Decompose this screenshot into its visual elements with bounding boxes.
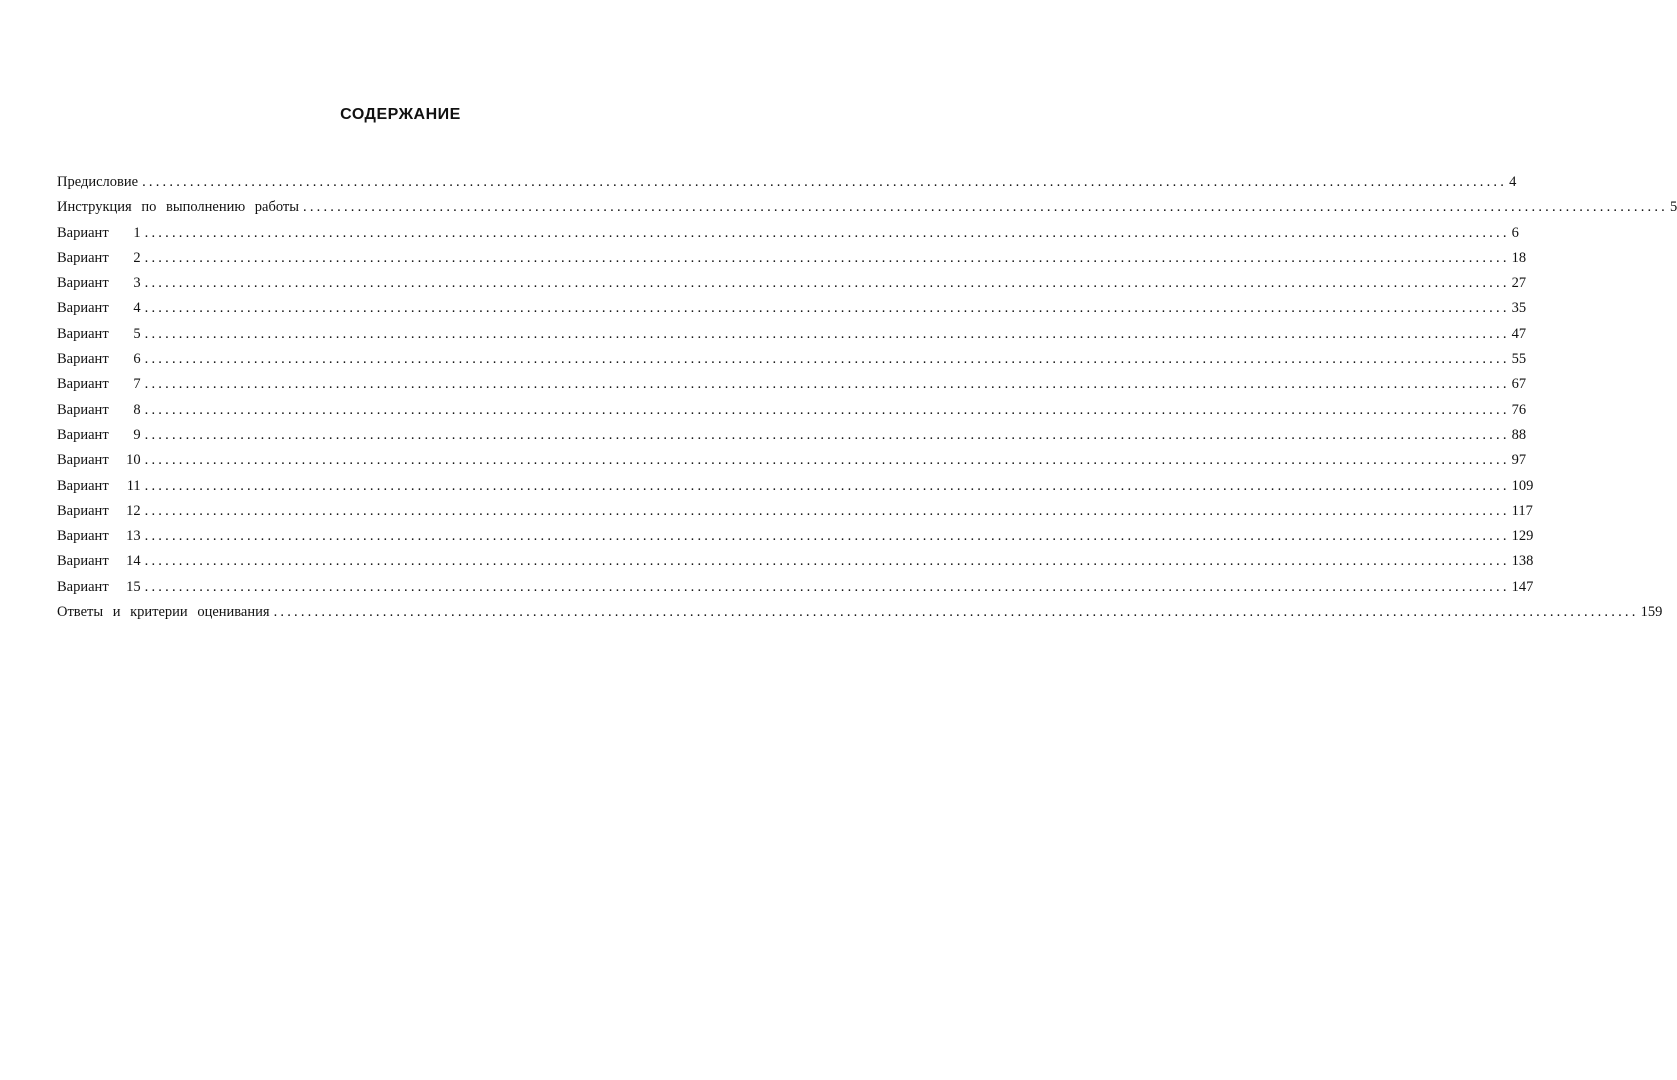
toc-dot-leader: ........................................................................................................................................................................................................: [144, 578, 1510, 595]
toc-entry: [57, 372, 1527, 397]
toc-entry: [57, 271, 1527, 296]
toc-entry-title: Вариант: [57, 275, 109, 292]
page-title: СОДЕРЖАНИЕ: [340, 106, 461, 123]
toc-entry-label: [57, 448, 141, 473]
toc-entry: [57, 221, 1519, 246]
toc-entry-title: Вариант: [57, 528, 109, 545]
toc-entry-page-number: 27: [1511, 275, 1527, 292]
toc-entry-label: [57, 246, 141, 271]
toc-entry-label: [57, 474, 141, 499]
toc-entry-label: [57, 372, 141, 397]
toc-entry-page-number: 55: [1511, 351, 1527, 368]
toc-entry: [57, 195, 1677, 220]
toc-entry-title: Вариант: [57, 502, 109, 519]
toc-entry-page-number: 35: [1511, 300, 1527, 317]
toc-dot-leader: ........................................................................................................................................................................................................: [144, 351, 1510, 368]
toc-entry-label: [57, 347, 141, 372]
toc-entry-title: Вариант: [57, 300, 109, 317]
toc-dot-leader: ........................................................................................................................................................................................................: [144, 426, 1510, 443]
toc-entry: [57, 398, 1527, 423]
toc-entry-variant-number: 8: [133, 401, 141, 418]
toc-entry-label: [57, 398, 141, 423]
toc-entry-title: Вариант: [57, 578, 109, 595]
toc-dot-leader: ........................................................................................................................................................................................................: [144, 224, 1510, 241]
toc-entry-label: [57, 600, 270, 625]
toc-entry-variant-number: 13: [126, 528, 141, 545]
toc-entry-title: Вариант: [57, 477, 109, 494]
toc-entry-title: Предисловие: [57, 174, 139, 190]
toc-entry-page-number: 97: [1511, 452, 1527, 469]
toc-entry-label: [57, 221, 141, 246]
toc-entry-label: [57, 499, 141, 524]
toc-entry-variant-number: 7: [133, 376, 141, 393]
toc-entry-variant-number: 12: [126, 502, 141, 519]
toc-dot-leader: ........................................................................................................................................................................................................: [144, 452, 1510, 469]
toc-entry-page-number: 6: [1511, 224, 1519, 241]
toc-entry-page-number: 129: [1511, 528, 1534, 545]
toc-entry: [57, 322, 1527, 347]
toc-entry-page-number: 5: [1670, 199, 1677, 216]
table-of-contents: [57, 170, 1677, 625]
toc-entry-title: Вариант: [57, 351, 109, 368]
toc-entry-label: [57, 322, 141, 347]
toc-entry-page-number: 138: [1511, 553, 1534, 570]
toc-dot-leader: ........................................................................................................................................................................................................: [144, 502, 1510, 519]
toc-entry: [57, 246, 1527, 271]
toc-entry-variant-number: 14: [126, 553, 141, 570]
toc-dot-leader: ........................................................................................................................................................................................................: [144, 553, 1510, 570]
toc-entry-title: Вариант: [57, 325, 109, 342]
toc-entry-page-number: 47: [1511, 325, 1527, 342]
toc-entry-variant-number: 5: [133, 325, 141, 342]
toc-entry-label: [57, 524, 141, 549]
toc-entry-title: Ответы и критерии оценивания: [57, 604, 270, 621]
toc-entry-title: Вариант: [57, 426, 109, 443]
toc-entry: [57, 600, 1663, 625]
toc-entry: [57, 499, 1533, 524]
toc-entry-title: Вариант: [57, 376, 109, 393]
toc-entry-label: [57, 549, 141, 574]
toc-dot-leader: ........................................................................................................................................................................................................: [144, 275, 1510, 292]
toc-entry-variant-number: 11: [126, 477, 141, 494]
toc-entry-variant-number: 10: [126, 452, 141, 469]
toc-entry-page-number: 88: [1511, 426, 1527, 443]
toc-entry: [57, 524, 1534, 549]
toc-entry-variant-number: 4: [133, 300, 141, 317]
toc-dot-leader: ........................................................................................................................................................................................................: [273, 604, 1639, 621]
toc-dot-leader: ........................................................................................................................................................................................................: [144, 249, 1510, 266]
toc-entry-variant-number: 15: [126, 578, 141, 595]
toc-entry-page-number: 76: [1511, 401, 1527, 418]
toc-entry-label: [57, 170, 138, 195]
toc-entry: [57, 170, 1517, 195]
toc-entry-title: Вариант: [57, 401, 109, 418]
toc-entry-page-number: 109: [1511, 477, 1534, 494]
toc-entry: [57, 423, 1527, 448]
toc-entry-variant-number: 3: [133, 275, 141, 292]
toc-entry-variant-number: 2: [133, 249, 141, 266]
toc-dot-leader: ........................................................................................................................................................................................................: [144, 325, 1510, 342]
toc-entry-label: [57, 575, 141, 600]
toc-entry-title: Вариант: [57, 249, 109, 266]
toc-dot-leader: ........................................................................................................................................................................................................: [144, 376, 1510, 393]
toc-entry-label: [57, 271, 141, 296]
toc-entry-variant-number: 6: [133, 351, 141, 368]
toc-entry-variant-number: 9: [133, 426, 141, 443]
toc-entry-label: [57, 423, 141, 448]
toc-entry: [57, 549, 1534, 574]
toc-entry-label: [57, 195, 299, 220]
toc-entry-title: Вариант: [57, 452, 109, 469]
toc-entry-page-number: 159: [1640, 604, 1663, 621]
toc-entry-title: Вариант: [57, 224, 109, 241]
toc-entry-page-number: 67: [1511, 376, 1527, 393]
toc-entry-page-number: 4: [1509, 174, 1517, 190]
toc-dot-leader: ........................................................................................................................................................................................................: [142, 174, 1508, 190]
toc-entry-page-number: 18: [1511, 249, 1527, 266]
toc-entry-label: [57, 296, 141, 321]
toc-entry: [57, 347, 1527, 372]
toc-dot-leader: ........................................................................................................................................................................................................: [144, 477, 1510, 494]
toc-entry: [57, 474, 1534, 499]
toc-entry: [57, 448, 1527, 473]
toc-entry: [57, 575, 1534, 600]
toc-entry-title: Инструкция по выполнению работы: [57, 199, 299, 216]
toc-entry-page-number: 117: [1511, 502, 1533, 519]
toc-entry: [57, 296, 1527, 321]
toc-entry-title: Вариант: [57, 553, 109, 570]
toc-dot-leader: ........................................................................................................................................................................................................: [144, 300, 1510, 317]
toc-dot-leader: ........................................................................................................................................................................................................: [303, 199, 1668, 216]
toc-entry-page-number: 147: [1511, 578, 1534, 595]
toc-entry-variant-number: 1: [133, 224, 141, 241]
toc-dot-leader: ........................................................................................................................................................................................................: [144, 401, 1510, 418]
toc-dot-leader: ........................................................................................................................................................................................................: [144, 528, 1510, 545]
